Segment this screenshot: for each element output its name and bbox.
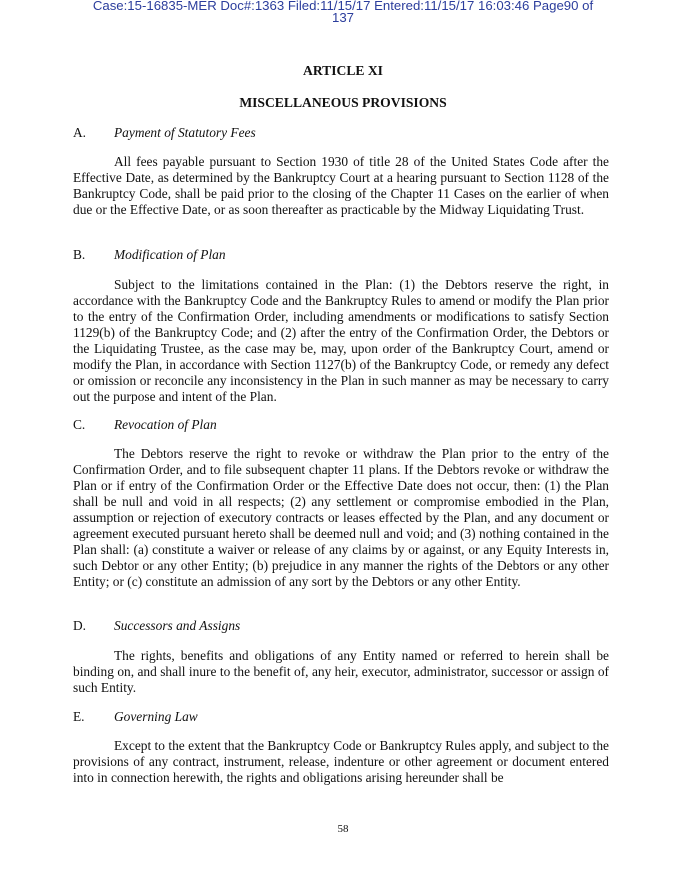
header-page-total: 137 [331,10,354,25]
section-paragraph-d: The rights, benefits and obligations of any Entity named or referred to herein shall be binding on, and shall inure to the benefit of, any heir, executor, administrator, successor or assign of such Entity. [73,648,609,695]
section-heading-d [73,618,240,634]
section-heading-c [73,417,217,433]
section-title: Modification of Plan [114,247,226,262]
section-paragraph-a: All fees payable pursuant to Section 1930 of title 28 of the United States Code after the Effective Date, as determined by the Bankruptcy Court at a hearing pursuant to Section 1128 of the Bankruptcy Code, shall be paid prior to the closing of the Chapter 11 Cases on the earlier of when due or the Effective Date, or as soon thereafter as practicable by the Midway Liquidating Trust. [73,154,609,217]
article-title: ARTICLE XI [303,63,383,78]
section-letter: A. [73,125,87,140]
section-title: Governing Law [114,709,198,724]
section-heading-a [73,125,256,141]
court-filing-header [30,0,656,24]
section-title: Payment of Statutory Fees [114,125,256,140]
section-letter: C. [73,417,86,432]
section-paragraph-b: Subject to the limitations contained in the Plan: (1) the Debtors reserve the right, in accordance with the Bankruptcy Code and the Bankruptcy Rules to amend or modify the Plan prior to the entry of the Confirmation Order, including amendments or modifications to satisfy Section 1129(b) of the Bankruptcy Code; and (2) after the entry of the Confirmation Order, the Debtors or the Liquidating Trustee, as the case may be, may, upon order of the Bankruptcy Court, amend or modify the Plan, in accordance with Section 1127(b) of the Bankruptcy Code, or remedy any defect or omission or reconcile any inconsistency in the Plan in such manner as may be necessary to carry out the purpose and intent of the Plan. [73,277,609,404]
header-case-line: Case:15-16835-MER Doc#:1363 Filed:11/15/17 Entered:11/15/17 16:03:46 Page90 of [92,0,594,13]
section-title: Successors and Assigns [114,618,241,633]
section-letter: E. [73,709,85,724]
article-subtitle: MISCELLANEOUS PROVISIONS [239,95,447,110]
section-letter: D. [73,618,87,633]
section-paragraph-c: The Debtors reserve the right to revoke or withdraw the Plan prior to the entry of the Confirmation Order, and to file subsequent chapter 11 plans. If the Debtors revoke or withdraw the Plan or if entry of the Confirmation Order or the Effective Date does not occur, then: (1) the Plan shall be null and void in all respects; (2) any settlement or compromise embodied in the Plan, assumption or rejection of executory contracts or leases effected by the Plan, and any document or agreement executed pursuant hereto shall be deemed null and void; and (3) nothing contained in the Plan shall: (a) constitute a waiver or release of any claims by or against, or any Equity Interests in, such Debtor or any other Entity; (b) prejudice in any manner the rights of the Debtors or any other Entity; or (c) constitute an admission of any sort by the Debtors or any other Entity. [73,446,609,589]
page-number: 58 [337,823,349,835]
section-letter: B. [73,247,86,262]
section-heading-b [73,247,226,263]
section-heading-e [73,709,198,725]
section-title: Revocation of Plan [114,417,217,432]
section-paragraph-e: Except to the extent that the Bankruptcy Code or Bankruptcy Rules apply, and subject to the provisions of any contract, instrument, release, indenture or other agreement or document entered into in connection herewith, the rights and obligations arising hereunder shall be [73,738,609,785]
